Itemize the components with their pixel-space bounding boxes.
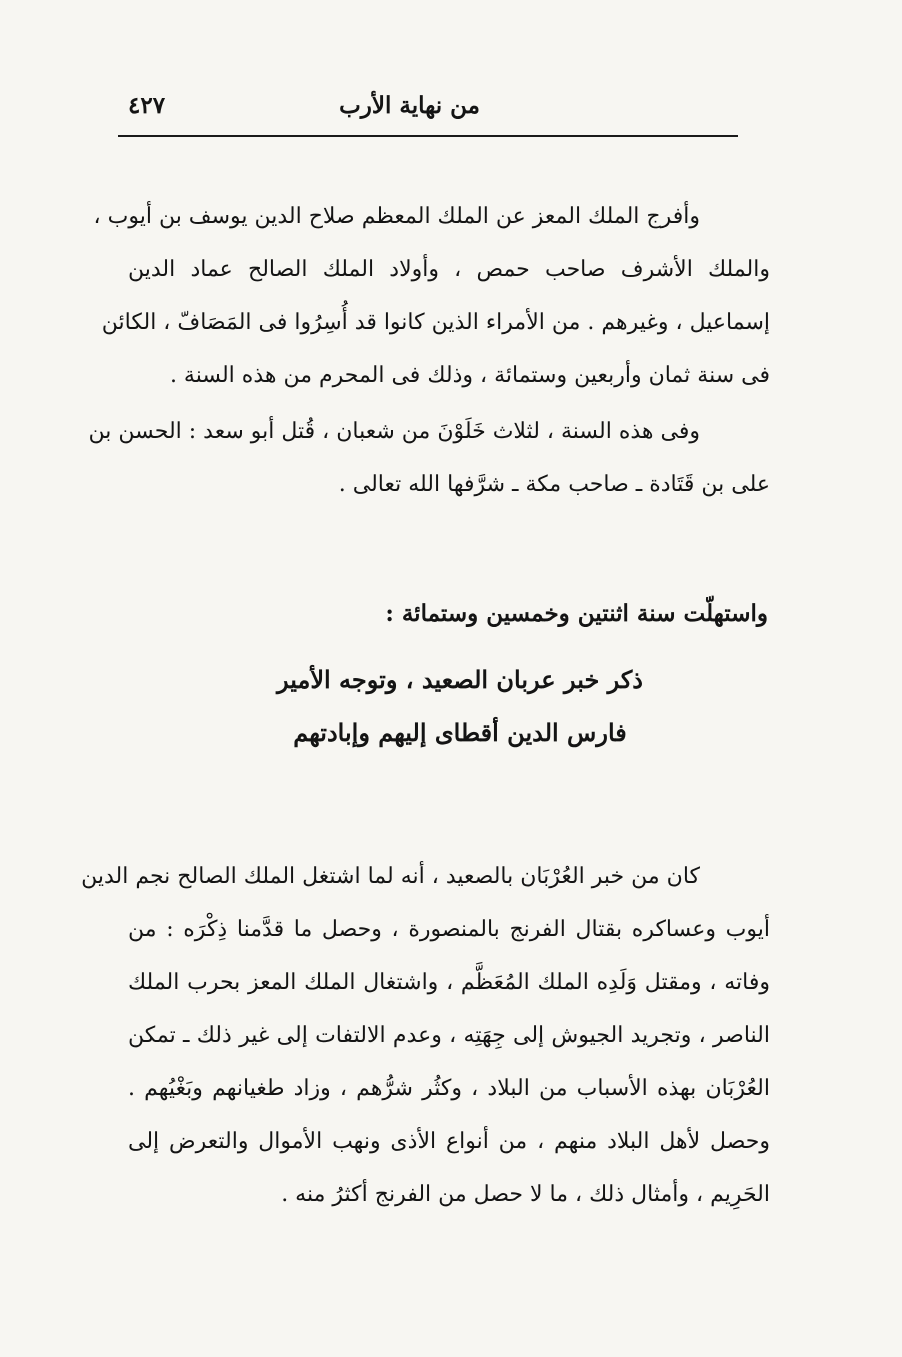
section-title-line-1: ذكر خبر عربان الصعيد ، وتوجه الأمير (276, 665, 643, 694)
text-line: أيوب وعساكره بقتال الفرنج بالمنصورة ، وحصل ما قدَّمنا ذِكْرَه : من (128, 917, 770, 942)
text-line: العُرْبَان بهذه الأسباب من البلاد ، وكثُر شرُّهم ، وزاد طغيانهم وبَغْيُهم . (128, 1076, 770, 1101)
text-line: على بن قَتَادة ـ صاحب مكة ـ شرَّفها الله تعالى . (338, 472, 770, 497)
text-line: فى سنة ثمان وأربعين وستمائة ، وذلك فى المحرم من هذه السنة . (169, 363, 770, 388)
text-line: إسماعيل ، وغيرهم . من الأمراء الذين كانوا قد أُسِرُوا فى المَصَافّ ، الكائن (101, 310, 770, 335)
text-line: كان من خبر العُرْبَان بالصعيد ، أنه لما اشتغل الملك الصالح نجم الدين (81, 864, 700, 889)
paragraph-killing-of-abu-saad (88, 405, 770, 511)
text-line: وأفرج الملك المعز عن الملك المعظم صلاح الدين يوسف بن أيوب ، (93, 204, 700, 229)
text-line: وفى هذه السنة ، لثلاث خَلَوْنَ من شعبان ، قُتل أبو سعد : الحسن بن (88, 419, 700, 444)
year-heading: واستهلّت سنة اثنتين وخمسين وستمائة : (385, 600, 768, 627)
page-number: ٤٢٧ (128, 92, 166, 119)
section-title-line-2: فارس الدين أقطاى إليهم وإبادتهم (293, 718, 627, 747)
running-title: من نهاية الأرب (339, 92, 480, 119)
text-line: والملك الأشرف صاحب حمص ، وأولاد الملك الصالح عماد الدين (128, 257, 770, 282)
text-line: الحَرِيم ، وأمثال ذلك ، ما لا حصل من الفرنج أكثرُ منه . (281, 1182, 770, 1207)
header-rule (118, 135, 738, 137)
paragraph-release-of-princes (93, 190, 770, 402)
paragraph-arab-tribes (81, 850, 770, 1221)
text-line: الناصر ، وتجريد الجيوش إلى جِهَتِه ، وعدم الالتفات إلى غير ذلك ـ تمكن (128, 1023, 770, 1048)
text-line: وفاته ، ومقتل وَلَدِه الملك المُعَظَّم ، واشتغال الملك المعز بحرب الملك (128, 970, 770, 995)
page-header (120, 92, 745, 128)
text-line: وحصل لأهل البلاد منهم ، من أنواع الأذى ونهب الأموال والتعرض إلى (128, 1129, 770, 1154)
